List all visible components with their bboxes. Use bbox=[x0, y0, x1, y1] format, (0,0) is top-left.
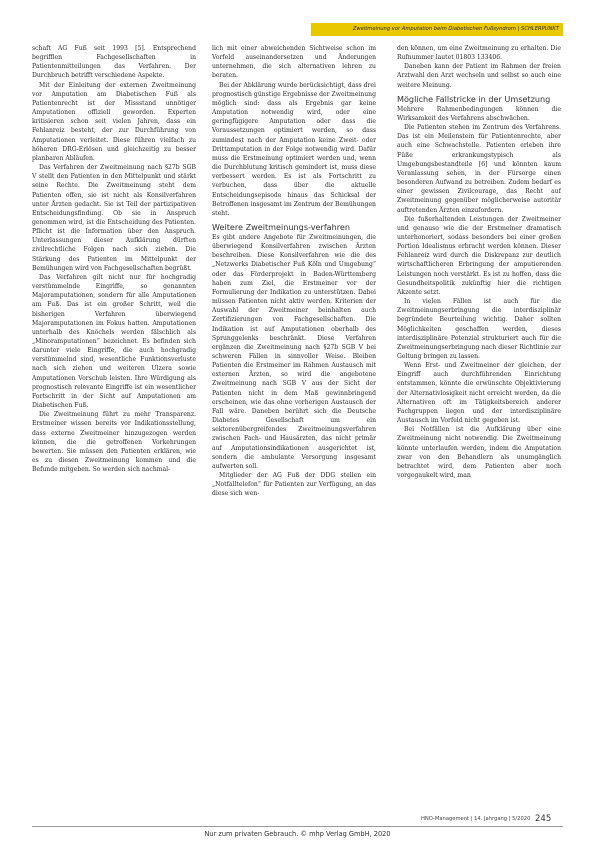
paragraph: Die Zweitmeinung führt zu mehr Transparenz. Erstmeiner wissen bereits vor Indikationsstellung, dass externe Zweitmeiner hinzugezogen werden können, die die getroffenen Vorkehrungen bewerten. Sie müssen den Patienten erklären, wie es zu diesen Zweitmeinung kommen und die Befunde mitgeben. So werden sich nachmal- bbox=[32, 411, 196, 474]
paragraph: Das Verfahren gilt nicht nur für hochgradig verstümmelnde Eingriffe, so genannten Majoramputationen, sondern für alle Amputationen am Fuß. Das ist ein großer Schritt, weil die bisherigen Verfahren überwiegend Majoramputationen im Fokus hatten. Amputationen unterhalb des Knöchels werden fälschlich als „Minoramputationen“ bezeichnet. Es befinden sich darunter viele Eingriffe, die auch hochgradig verstümmelnd sind, wesentliche Funktionsverluste nach sich ziehen und weiteren Ulzera sowie Amputationen Vorschub leisten. Ihre Würdigung als prognostisch relevante Eingriffe ist ein wesentlicher Fortschritt in der Sicht auf Amputationen am Diabetischen Fuß. bbox=[32, 273, 196, 410]
journal-citation: HNO-Management | 14. Jahrgang | 5/2020 bbox=[421, 816, 531, 822]
page-number: 245 bbox=[535, 814, 552, 824]
paragraph: Bei der Abklärung wurde berücksichtigt, dass drei prognostisch günstige Ergebnisse der Zweitmeinung möglich sind: dass als Ergebnis gar keine Amputation notwendig wird, oder eine geringfügigere Amputation oder dass die Voraussetzungen optimiert werden, so dass zumindest nach der Amputation keine Zweit- oder Drittamputation in der Folge notwendig wird. Dafür muss die Erstmeinung optimiert werden und, wenn die Durchblutung kritisch gemindert ist, muss diese verbessert werden. Es ist als Fortschritt zu verbuchen, dass über die aktuelle Entscheidungsepisode hinaus das Schicksal der Betroffenen insgesamt im Zentrum der Bemühungen steht. bbox=[212, 81, 376, 217]
footer-divider bbox=[32, 826, 563, 827]
section-heading: Weitere Zweitmeinungs-verfahren bbox=[212, 221, 351, 232]
text-column-2 bbox=[212, 44, 376, 806]
paragraph: Es gibt andere Angebote für Zweitmeinungen, die überwiegend Konsilverfahren zwischen Ärzten beschreiben. Diese Konsilverfahren wie die des „Netzwerks Diabetischer Fuß Köln und Umgebung“ oder das Förderprojekt in Baden-Württemberg haben zum Ziel, die Erstmeiner vor der Formulierung der Indikation zu unterstützen. Dabei müssen Patienten nicht aktiv werden. Kriterien der Auswahl der Zweitmeiner beinhalten auch Zertifizierungen von Fachgesellschaften. Die Indikation ist auf Amputationen oberhalb des Sprunggelenks beschränkt. Diese Verfahren ergänzen die Zweitmeinung nach §27b SGB V bei schweren Fällen in sinnvoller Weise. Bleiben Patienten die Erstmeiner im Rahmen Austausch mit externen Ärzten, so wird die angebotene Zweitmeinung nach SGB V aus der Sicht der Patienten nicht in dem Maß gewinnbringend erscheinen, wie das ohne vorherigen Austausch der Fall wäre. Daneben berührt sich die Deutsche Diabetes Gesellschaft um ein sektorenübergreifendes Zweitmeinungsverfahren zwischen Fach- und Hausärzten, das nicht primär auf Amputationsindikationen ausgerichtet ist, sondern die ambulante Versorgung insgesamt aufwerten soll. bbox=[212, 233, 376, 470]
paragraph: Die fußerhaltenden Leistungen der Zweitmeiner und genauso wie die der Erstmeiner dramatisch unterhonoriert, sodass besonders bei einer großen Portion Idealismus erbracht werden können. Dieser Fehlanreiz wird durch die Diskrepanz zur deutlich wirtschaftlicheren Erbringung der amputierenden Leistungen noch verstärkt. Es ist zu hoffen, dass die Gesundheitspolitik zukünftig hier die richtigen Akzente setzt. bbox=[397, 215, 561, 296]
paragraph: den können, um eine Zweitmeinung zu erhalten. Die Rufnummer lautet 01803 133406. bbox=[397, 45, 561, 62]
paragraph: Die Patienten stehen im Zentrum des Verfahrens. Das ist ein Meilenstein für Patientenrechte, aber auch eine Schwachstelle. Patienten erleben ihre Füße erkrankungstypisch als Umgebungsbestandteile [6] und könnten kaum Veranlassung sehen, in der Fürsorge einen besonderen Aufwand zu betreiben. Zudem bedarf es einer gewissen Zivilcourage, das Recht auf Zweitmeinung gegenüber möglicherweise autoritär auftretenden Ärzten einzufordern. bbox=[397, 124, 561, 214]
text-column-3 bbox=[397, 44, 561, 806]
paragraph: Bei Notfällen ist die Aufklärung über eine Zweitmeinung nicht notwendig. Die Zweitmeinung könnte unterlaufen werden, indem die Amputation zwar von den Behandlern als unumgänglich betrachtet wird, dem Patienten aber noch vorgegaukelt wird, man bbox=[397, 426, 561, 480]
paragraph: schaft AG Fuß seit 1993 [5]. Entsprechend begrifflen Fachgesellschaften in Patientenmitteilungen das Verfahren. Der Durchbruch betrifft verschiedene Aspekte. bbox=[32, 45, 196, 80]
text-column-1 bbox=[32, 44, 196, 806]
copyright-footer: Nur zum privaten Gebrauch. © mhp Verlag GmbH, 2020 bbox=[204, 830, 391, 838]
paragraph: Wenn Erst- und Zweitmeiner der gleichen, der Eingriff auch durchführenden Einrichtung entstammen, könnte die erwünschte Objektivierung der Alternativlosigkeit nicht erreicht werden, da die Alternativen oft im Tätigkeitsbereich anderer Fachgruppen liegen und der interdisziplinäre Austausch im Vorfeld nicht gegeben ist. bbox=[397, 362, 561, 425]
paragraph: Das Verfahren der Zweitmeinung nach §27b SGB V stellt den Patienten in den Mittelpunkt und stärkt seine Rechte. Die Zweitmeinung steht dem Patienten offen, sie ist nicht als Konsilverfahren unter Ärzten gedacht. Sie ist Teil der partizipativen Entscheidungsfindung. Ob sie in Anspruch genommen wird, ist die Entscheidung des Patienten. Pflicht ist die Information über den Anspruch. Unterlassungen dieser Aufklärung dürften zivilrechtliche Folgen nach sich ziehen. Die Stärkung des Patienten im Mittelpunkt der Bemühungen wird von Fachgesellschaften begrüßt. bbox=[32, 164, 196, 272]
running-header: Zweitmeinung vor Amputation beim Diabetischen Fußsyndrom | SCHLERPUNKT bbox=[311, 23, 563, 36]
section-heading: Mögliche Fallstricke in der Umsetzung bbox=[397, 93, 551, 104]
paragraph: Daneben kann der Patient im Rahmen der freien Arztwahl den Arzt wechseln und selbst so auch eine weitere Meinung. bbox=[397, 63, 561, 89]
paragraph: lich mit einer abweichenden Sichtweise schon im Vorfeld auseinandersetzen und Änderungen unternehmen, die sich alternativen lehren zu beraten. bbox=[212, 45, 376, 80]
paragraph: In vielen Fällen ist auch für die Zweitmeinungserbringung die interdisziplinär begründete Beurteilung wichtig. Daher sollten Möglichkeiten geschaffen werden, dieses interdisziplinäre Potenzial strukturiert auch für die Zweitmeinungserbringung nach dieser Richtlinie zur Geltung bringen zu lassen. bbox=[397, 298, 561, 360]
paragraph: Mehrere Rahmenbedingungen können die Wirksamkeit des Verfahrens abschwächen. bbox=[397, 105, 561, 122]
paragraph: Mitglieder der AG Fuß der DDG stellen ein „Notfalltelefon“ für Patienten zur Verfügung, an das diese sich wen- bbox=[212, 472, 376, 498]
paragraph: Mit der Einleitung der externen Zweitmeinung vor Amputation am Diabetischen Fuß als Patientenrecht ist der Missstand unnötiger Amputationen offiziell geworden. Experten kritisieren schon seit vielen Jahren, dass ein Fehlanreiz besteht, der zur Durchführung von Amputationen verleitet. Diese führen vielfach zu höheren DRG-Erlösen und gleichzeitig zu besser planbaren Abläufen. bbox=[32, 81, 196, 162]
